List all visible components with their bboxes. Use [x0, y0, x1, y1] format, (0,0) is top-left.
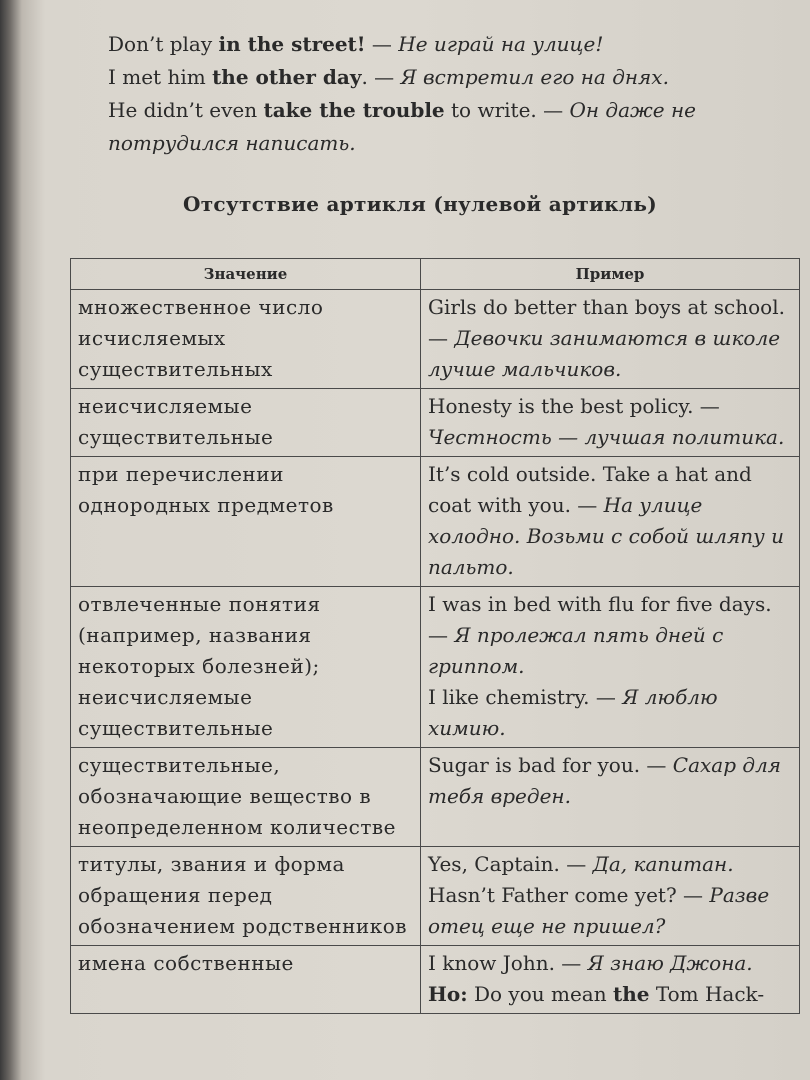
dash: — — [365, 32, 399, 56]
example-text: I met him — [108, 65, 213, 89]
dash: — — [589, 685, 623, 709]
meaning-cell: множественное число исчисляемых существительных — [71, 290, 421, 389]
dash: — — [676, 883, 710, 907]
example-cell — [421, 847, 800, 946]
example-cell — [421, 748, 800, 847]
meaning-cell: при перечислении однородных предметов — [71, 457, 421, 587]
example-en: I was in bed with flu for five days. — [428, 592, 772, 616]
example-bold-phrase: take the trouble — [263, 98, 445, 122]
table-header-row — [71, 259, 800, 290]
example-ru: Я люблю химию. — [428, 685, 718, 740]
intro-example-3 — [70, 94, 790, 160]
example-en: Hasn’t Father come yet? — [428, 883, 677, 907]
note-label: Но: — [428, 982, 468, 1006]
example-bold-phrase: the other day — [212, 65, 362, 89]
example-cell — [421, 587, 800, 748]
example-ru: Я знаю Джона. — [587, 951, 753, 975]
table-row — [71, 748, 800, 847]
header-meaning: Значение — [71, 259, 421, 290]
dash: — — [559, 852, 593, 876]
example-ru: Да, капитан. — [592, 852, 734, 876]
meaning-cell: имена собственные — [71, 946, 421, 1014]
zero-article-table — [70, 258, 800, 1014]
example-translation: Я встретил его на днях. — [400, 65, 669, 89]
example-cell — [421, 457, 800, 587]
intro-example-2 — [70, 61, 790, 94]
example-bold-article: the — [612, 982, 650, 1006]
example-translation: Он даже не потрудился написать. — [108, 98, 696, 155]
example-text: He didn’t even — [108, 98, 264, 122]
meaning-cell: титулы, звания и форма обращения перед обозначением родственников — [71, 847, 421, 946]
intro-examples — [70, 28, 790, 160]
table-row — [71, 946, 800, 1014]
example-ru: Разве отец еще не пришел? — [428, 883, 770, 938]
example-en: I like chemistry. — [428, 685, 590, 709]
example-en: Yes, Captain. — [428, 852, 560, 876]
table-row — [71, 587, 800, 748]
example-bold-phrase: in the street! — [218, 32, 366, 56]
example-en: Tom Hack- — [649, 982, 765, 1006]
example-en: Girls do better than boys at school. — [428, 295, 785, 319]
example-ru: Я пролежал пять дней с гриппом. — [428, 623, 724, 678]
example-en: I know John. — [428, 951, 555, 975]
example-text: Don’t play — [108, 32, 219, 56]
dash: — — [640, 753, 673, 777]
dash: — — [367, 65, 401, 89]
meaning-cell: неисчисляемые существительные — [71, 389, 421, 457]
example-en: Sugar is bad for you. — [428, 753, 641, 777]
header-example: Пример — [421, 259, 800, 290]
meaning-cell: отвлеченные понятия (например, названия некоторых болезней); неисчисляемые существительные — [71, 587, 421, 748]
intro-example-1 — [70, 28, 790, 61]
dash: — — [428, 623, 455, 647]
dash: — — [536, 98, 570, 122]
example-ru: На улице холодно. Возьми с собой шляпу и пальто. — [428, 493, 784, 579]
example-en: Honesty is the best policy. — [428, 394, 694, 418]
table-row — [71, 847, 800, 946]
dash: — — [554, 951, 588, 975]
example-translation: Не играй на улице! — [398, 32, 604, 56]
example-text: . — [361, 65, 368, 89]
example-en: It’s cold outside. Take a hat and coat with you. — [428, 462, 752, 517]
example-ru: Честность — лучшая политика. — [428, 425, 785, 449]
dash: — — [570, 493, 604, 517]
meaning-cell: существительные, обозначающие вещество в неопределенном количестве — [71, 748, 421, 847]
example-cell — [421, 290, 800, 389]
example-cell — [421, 389, 800, 457]
dash: — — [428, 326, 455, 350]
example-ru: Девочки занимаются в школе лучше мальчиков. — [428, 326, 781, 381]
table-row — [71, 389, 800, 457]
example-cell — [421, 946, 800, 1014]
section-title: Отсутствие артикля (нулевой артикль) — [183, 192, 657, 216]
example-text: to write. — [444, 98, 537, 122]
table-row — [71, 290, 800, 389]
example-en: Do you mean — [467, 982, 613, 1006]
example-ru: Сахар для тебя вреден. — [428, 753, 782, 808]
table-row — [71, 457, 800, 587]
dash: — — [693, 394, 720, 418]
